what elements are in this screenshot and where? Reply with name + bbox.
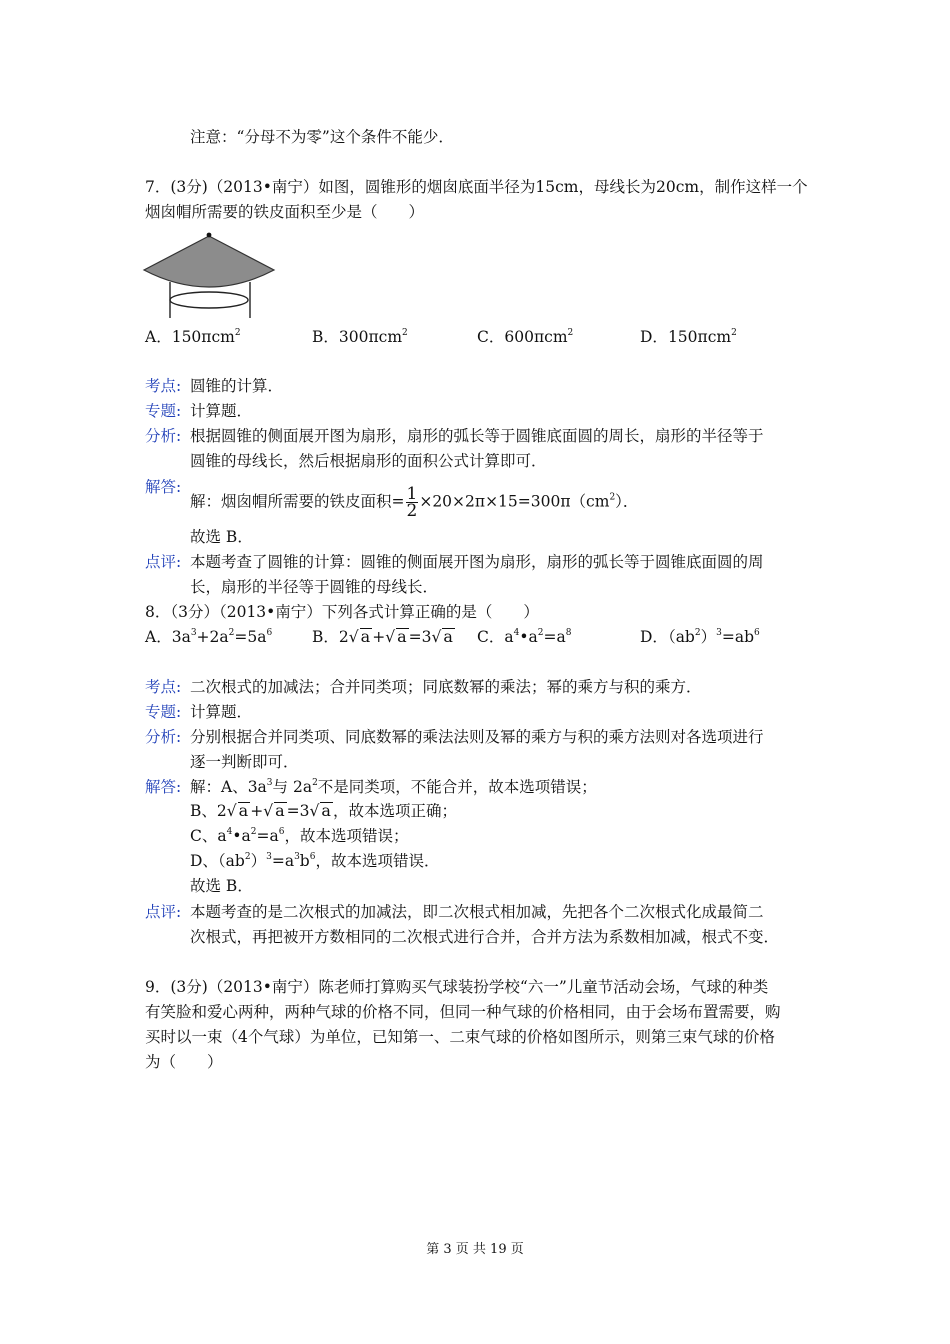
q8-fenxi-label: 分析: — [145, 728, 182, 746]
q9-stem-line2: 有笑脸和爱心两种，两种气球的价格不同，但同一种气球的价格相同，由于会场布置需要，购 — [145, 1003, 781, 1021]
q8-fenxi-line2: 逐一判断即可． — [190, 753, 299, 771]
q7-guxuan: 故选 B． — [190, 528, 253, 546]
q8-option-c[interactable]: C．$a^4•a^2=a^8$ — [477, 628, 572, 646]
q7-zhuanti: 计算题． — [190, 402, 253, 420]
q8-option-b[interactable]: B．2√ a +√ a =3√ a — [312, 627, 453, 646]
q8-kaodian: 二次根式的加减法；合并同类项；同底数幂的乘法；幂的乘方与积的乘方． — [190, 678, 702, 696]
q7-zhuanti-label: 专题: — [145, 402, 182, 420]
q9-stem-line3: 买时以一束（4个气球）为单位，已知第一、二束气球的价格如图所示，则第三束气球的价格 — [145, 1028, 775, 1046]
q7-kaodian: 圆锥的计算． — [190, 377, 284, 395]
q8-jieda-c: C、$a^4•a^2=a^6$，故本选项错误； — [190, 827, 409, 845]
q9-stem-line1: 9．(3分)（2013•南宁）陈老师打算购买气球装扮学校“六一”儿童节活动会场，气球的种类 — [145, 978, 769, 996]
q8-dianping-line1: 本题考查的是二次根式的加减法，即二次根式相加减，先把各个二次根式化成最简二 — [190, 903, 764, 921]
q7-option-b[interactable]: B．300πcm$^2$ — [312, 328, 408, 346]
q8-stem: 8．（3分）（2013•南宁）下列各式计算正确的是（ ） — [145, 603, 539, 621]
cone-cap — [144, 236, 274, 287]
q8-kaodian-label: 考点: — [145, 678, 182, 696]
q8-option-d[interactable]: D．$(ab^2)^3=ab^6$ — [640, 628, 760, 646]
q8-jieda-b: B、2√ a +√ a =3√ a ，故本选项正确； — [190, 801, 457, 820]
q7-stem-line2: 烟囱帽所需要的铁皮面积至少是（ ） — [145, 203, 425, 221]
chimney-cap-figure — [140, 226, 280, 320]
q8-dianping-label: 点评: — [145, 903, 182, 921]
q8-dianping-line2: 次根式，再把被开方数相同的二次根式进行合并，合并方法为系数相加减，根式不变． — [190, 928, 780, 946]
q7-jieda-label: 解答: — [145, 478, 182, 496]
q7-stem-line1: 7．(3分)（2013•南宁）如图，圆锥形的烟囱底面半径为15cm，母线长为20cm，制作这样一个 — [145, 178, 808, 196]
q7-dianping-label: 点评: — [145, 553, 182, 571]
q7-option-d[interactable]: D．150πcm$^2$ — [640, 328, 737, 346]
q8-fenxi-line1: 分别根据合并同类项、同底数幂的乘法法则及幂的乘方与积的乘方法则对各选项进行 — [190, 728, 764, 746]
q7-fenxi-line1: 根据圆锥的侧面展开图为扇形，扇形的弧长等于圆锥底面圆的周长，扇形的半径等于 — [190, 427, 764, 445]
q8-zhuanti: 计算题． — [190, 703, 253, 721]
q7-dianping-line1: 本题考查了圆锥的计算：圆锥的侧面展开图为扇形，扇形的弧长等于圆锥底面圆的周 — [190, 553, 764, 571]
page-footer: 第 3 页 共 19 页 — [426, 1242, 524, 1257]
q7-dianping-line2: 长，扇形的半径等于圆锥的母线长． — [190, 578, 439, 596]
q7-kaodian-label: 考点: — [145, 377, 182, 395]
note-line: 注意：“分母不为零”这个条件不能少． — [190, 128, 454, 146]
cone-apex — [207, 233, 212, 238]
q7-jieda-formula: 解：烟囱帽所需要的铁皮面积= $\frac{1}{2}$ $\times 20\times 2\pi\times 15=300\pi(cm^2)$． — [190, 484, 639, 521]
q8-jieda-a: 解：A、$3a^3$与 $2a^2$不是同类项，不能合并，故本选项错误； — [190, 778, 597, 796]
q8-zhuanti-label: 专题: — [145, 703, 182, 721]
q7-fenxi-label: 分析: — [145, 427, 182, 445]
q9-stem-line4: 为（ ） — [145, 1053, 223, 1071]
q7-option-c[interactable]: C．600πcm$^2$ — [477, 328, 574, 346]
q7-option-a[interactable]: A．150πcm$^2$ — [145, 328, 241, 346]
q8-guxuan: 故选 B． — [190, 877, 253, 895]
q8-jieda-d: D、$(ab^2)^3=a^3b^6$，故本选项错误． — [190, 852, 440, 870]
pipe-ellipse — [170, 292, 248, 308]
q8-option-a[interactable]: A．$3a^3+2a^2=5a^6$ — [145, 628, 273, 646]
fraction-one-half: $\frac{1}{2}$ — [406, 484, 418, 521]
q7-fenxi-line2: 圆锥的母线长，然后根据扇形的面积公式计算即可． — [190, 452, 547, 470]
q8-jieda-label: 解答: — [145, 778, 182, 796]
